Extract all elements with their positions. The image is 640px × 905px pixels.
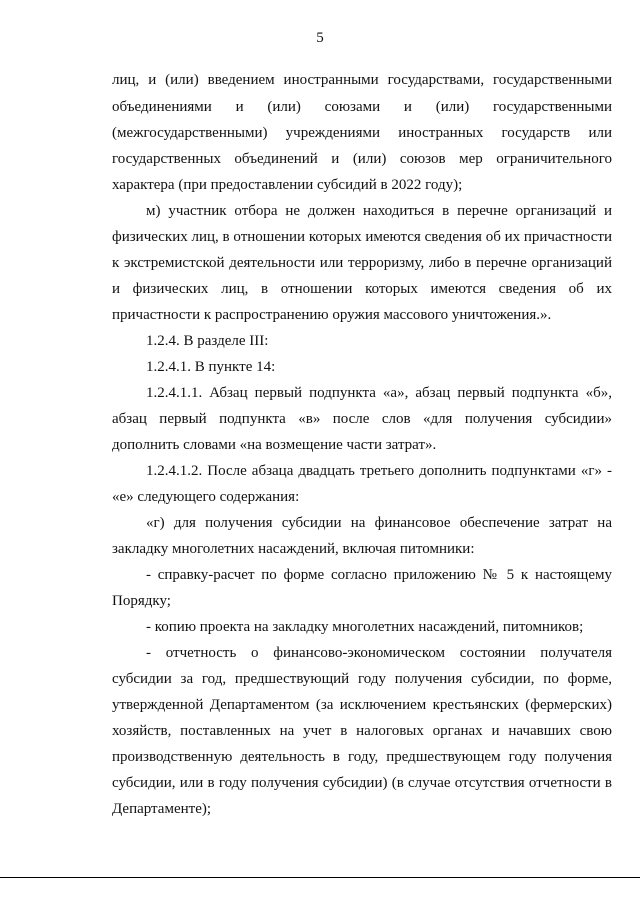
text-line: хозяйств, поставленных на учет в налоговых органах и начавших свою	[112, 723, 612, 739]
text-line: «г) для получения субсидии на финансовое обеспечение затрат на	[146, 515, 612, 531]
text-line: абзац первый подпункта «в» после слов «для получения субсидии»	[112, 411, 612, 427]
text-line: объединениями и (или) союзами и (или) государственными	[112, 99, 612, 115]
text-line: производственную деятельность в году, предшествующем году получения	[112, 749, 612, 765]
text-line: Порядку;	[112, 593, 171, 609]
text-line: государственных объединений и (или) союзов мер ограничительного	[112, 151, 612, 167]
text-line: субсидии, или в году получения субсидии) (в случае отсутствия отчетности в	[112, 775, 612, 791]
text-line: (межгосударственными) учреждениями иностранных государств или	[112, 125, 612, 141]
text-line: 1.2.4. В разделе III:	[146, 333, 269, 349]
text-line: субсидии за год, предшествующий году получения субсидии, по форме,	[112, 671, 612, 687]
page-bottom-rule	[0, 877, 640, 878]
text-line: - справку-расчет по форме согласно приложению № 5 к настоящему	[146, 567, 612, 583]
text-line: - копию проекта на закладку многолетних насаждений, питомников;	[146, 619, 584, 635]
text-line: закладку многолетних насаждений, включая питомники:	[112, 541, 475, 557]
text-line: - отчетность о финансово-экономическом состоянии получателя	[146, 645, 612, 661]
page-number: 5	[316, 30, 324, 46]
text-line: м) участник отбора не должен находиться в перечне организаций и	[146, 203, 612, 219]
text-line: лиц, и (или) введением иностранными государствами, государственными	[112, 72, 612, 88]
text-line: Департаменте);	[112, 801, 212, 817]
text-line: к экстремистской деятельности или терроризму, либо в перечне организаций	[112, 255, 612, 271]
text-line: причастности к распространению оружия массового уничтожения.».	[112, 307, 552, 323]
text-line: 1.2.4.1.1. Абзац первый подпункта «а», абзац первый подпункта «б»,	[146, 385, 612, 401]
text-line: 1.2.4.1.2. После абзаца двадцать третьего дополнить подпунктами «г» -	[146, 463, 612, 479]
text-line: и физических лиц, в отношении которых имеются сведения об их	[112, 281, 612, 297]
text-line: утвержденной Департаментом (за исключением крестьянских (фермерских)	[112, 697, 612, 713]
text-line: физических лиц, в отношении которых имеются сведения об их причастности	[112, 229, 612, 245]
text-line: дополнить словами «на возмещение части затрат».	[112, 437, 437, 453]
text-line: «е» следующего содержания:	[112, 489, 300, 505]
text-line: 1.2.4.1. В пункте 14:	[146, 359, 276, 375]
text-line: характера (при предоставлении субсидий в 2022 году);	[112, 177, 463, 193]
